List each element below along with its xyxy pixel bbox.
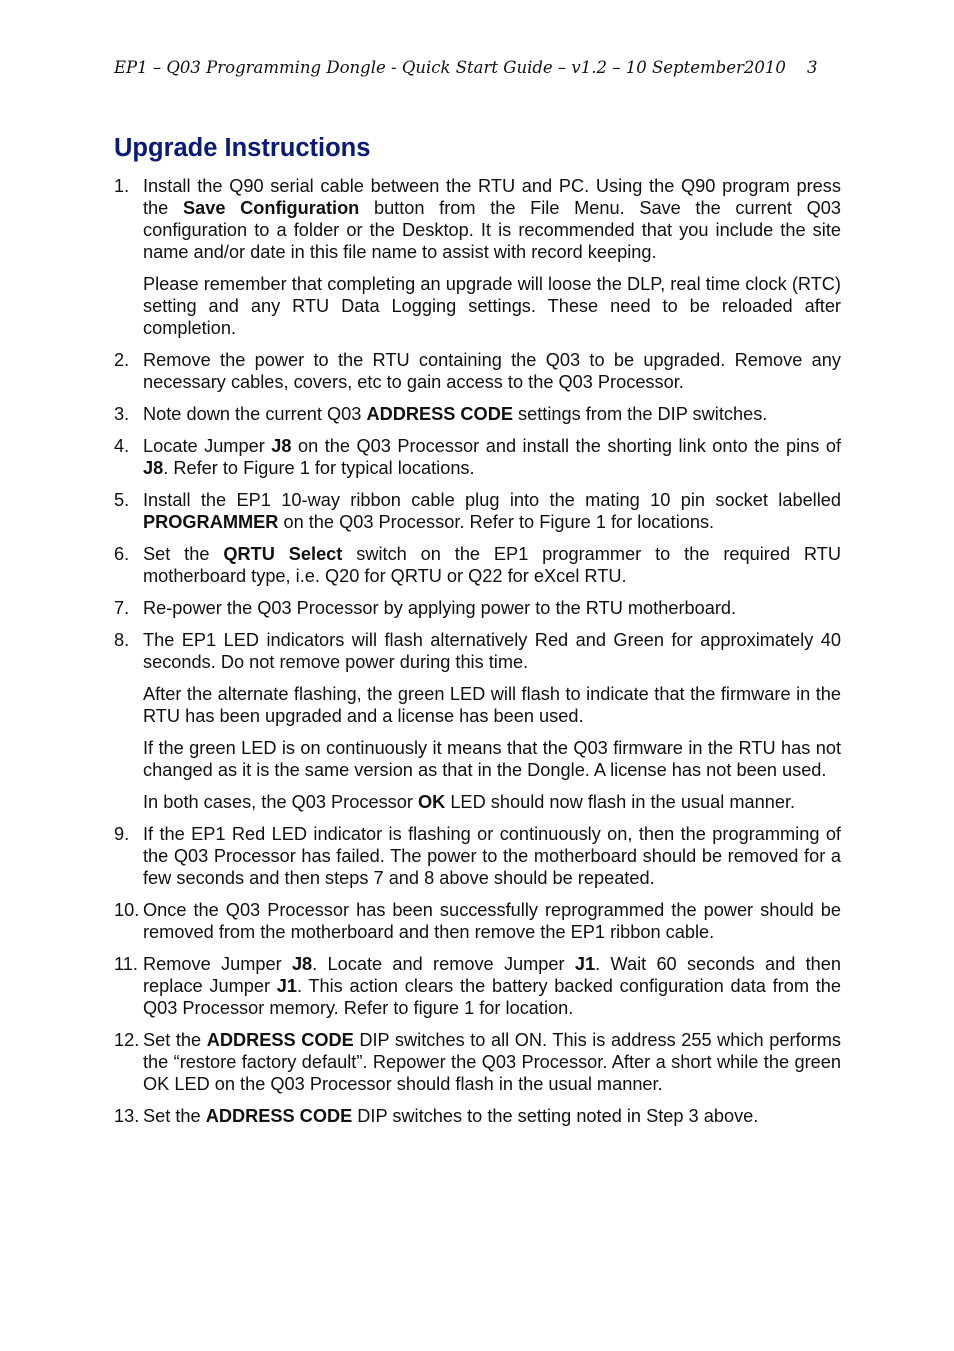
step-paragraph xyxy=(143,273,841,339)
text-run: . Locate and remove Jumper xyxy=(312,954,575,974)
step-paragraph xyxy=(143,1105,841,1127)
step-number: 10. xyxy=(114,900,140,920)
text-run: settings from the DIP switches. xyxy=(512,404,768,424)
step-number: 8. xyxy=(114,630,130,650)
list-item xyxy=(114,175,841,339)
text-run: Set the xyxy=(143,1030,207,1050)
list-item xyxy=(114,629,841,813)
list-item xyxy=(114,823,841,889)
text-run: Set the xyxy=(143,1106,206,1126)
step-number: 11. xyxy=(114,954,138,974)
text-run: The EP1 LED indicators will flash alternatively Red and Green for approximately 40 seconds. Do not remove power during this time. xyxy=(143,630,841,672)
list-item xyxy=(114,899,841,943)
text-run: . This action clears the battery backed configuration data from the Q03 Processor memory. Refer to figure 1 for location. xyxy=(143,976,841,1018)
section-title: Upgrade Instructions xyxy=(114,134,371,162)
list-item xyxy=(114,349,841,393)
step-number: 1. xyxy=(114,176,130,196)
text-run: Please remember that completing an upgrade will loose the DLP, real time clock (RTC) setting and any RTU Data Logging settings. These need to be reloaded after completion. xyxy=(143,274,841,338)
bold-term: ADDRESS CODE xyxy=(366,404,513,424)
step-paragraph xyxy=(143,597,841,619)
text-run: Once the Q03 Processor has been successfully reprogrammed the power should be removed from the motherboard and then remove the EP1 ribbon cable. xyxy=(143,900,841,942)
step-number: 6. xyxy=(114,544,130,564)
list-item xyxy=(114,543,841,587)
text-run: In both cases, the Q03 Processor xyxy=(143,792,418,812)
text-run: Remove the power to the RTU containing the Q03 to be upgraded. Remove any necessary cables, covers, etc to gain access to the Q03 Processor. xyxy=(143,350,841,392)
step-number: 12. xyxy=(114,1030,140,1050)
step-paragraph xyxy=(143,899,841,943)
page-number: 3 xyxy=(807,58,818,77)
text-run: Remove Jumper xyxy=(143,954,292,974)
text-run: DIP switches to the setting noted in Step 3 above. xyxy=(352,1106,759,1126)
bold-term: J8 xyxy=(291,954,313,974)
text-run: After the alternate flashing, the green LED will flash to indicate that the firmware in the RTU has been upgraded and a license has been used. xyxy=(143,684,841,726)
bold-term: QRTU Select xyxy=(223,544,343,564)
step-paragraph xyxy=(143,629,841,673)
bold-term: PROGRAMMER xyxy=(143,512,279,532)
step-paragraph xyxy=(143,403,841,425)
bold-term: ADDRESS CODE xyxy=(206,1030,354,1050)
step-paragraph xyxy=(143,175,841,263)
text-run: on the Q03 Processor. Refer to Figure 1 for locations. xyxy=(278,512,715,532)
text-run: If the green LED is on continuously it means that the Q03 firmware in the RTU has not changed as it is the same version as that in the Dongle. A license has not been used. xyxy=(143,738,841,780)
text-run: LED should now flash in the usual manner. xyxy=(445,792,796,812)
step-number: 9. xyxy=(114,824,130,844)
text-run: . Wait 60 seconds and then replace Jumper xyxy=(143,954,842,996)
header-title: EP1 – Q03 Programming Dongle - Quick Start Guide – v1.2 – 10 September2010 xyxy=(114,58,786,77)
text-run: Note down the current Q03 xyxy=(143,404,367,424)
text-run: Set the xyxy=(143,544,224,564)
step-paragraph xyxy=(143,737,841,781)
list-item xyxy=(114,435,841,479)
step-number: 13. xyxy=(114,1106,140,1126)
text-run: . Refer to Figure 1 for typical locations. xyxy=(163,458,475,478)
step-number: 5. xyxy=(114,490,130,510)
step-paragraph xyxy=(143,823,841,889)
step-number: 4. xyxy=(114,436,130,456)
text-run: on the Q03 Processor and install the shorting link onto the pins of xyxy=(291,436,841,456)
bold-term: J1 xyxy=(276,976,297,996)
bold-term: J8 xyxy=(271,436,292,456)
text-run: switch on the EP1 programmer to the required RTU motherboard type, i.e. Q20 for QRTU or Q22 for eXcel RTU. xyxy=(143,544,841,586)
upgrade-steps-list xyxy=(114,175,841,1137)
step-paragraph xyxy=(143,435,841,479)
text-run: DIP switches to all ON. This is address 255 which performs the “restore factory default”. Repower the Q03 Processor. After a short while the green OK LED on the Q03 Processor should flash in the usual manner. xyxy=(143,1030,841,1094)
text-run: If the EP1 Red LED indicator is flashing or continuously on, then the programming of the Q03 Processor has failed. The power to the motherboard should be removed for a few seconds and then steps 7 and 8 above should be repeated. xyxy=(143,824,841,888)
list-item xyxy=(114,1029,841,1095)
text-run: Locate Jumper xyxy=(143,436,272,456)
text-run: button from the File Menu. Save the current Q03 configuration to a folder or the Desktop. It is recommended that you include the site name and/or date in this file name to assist with record keeping. xyxy=(143,198,842,262)
list-item xyxy=(114,489,841,533)
list-item xyxy=(114,953,841,1019)
list-item xyxy=(114,1105,841,1127)
step-paragraph xyxy=(143,953,841,1019)
text-run: Install the Q90 serial cable between the RTU and PC. Using the Q90 program press the xyxy=(143,176,841,218)
text-run: Install the EP1 10-way ribbon cable plug into the mating 10 pin socket labelled xyxy=(143,490,841,510)
step-paragraph xyxy=(143,349,841,393)
step-paragraph xyxy=(143,683,841,727)
list-item xyxy=(114,597,841,619)
step-number: 3. xyxy=(114,404,130,424)
bold-term: J8 xyxy=(143,458,164,478)
step-number: 2. xyxy=(114,350,130,370)
step-number: 7. xyxy=(114,598,130,618)
bold-term: OK xyxy=(417,792,446,812)
text-run: Re-power the Q03 Processor by applying power to the RTU motherboard. xyxy=(143,598,737,618)
step-paragraph xyxy=(143,1029,841,1095)
bold-term: Save Configuration xyxy=(182,198,360,218)
bold-term: J1 xyxy=(574,954,596,974)
step-paragraph xyxy=(143,489,841,533)
step-paragraph xyxy=(143,543,841,587)
bold-term: ADDRESS CODE xyxy=(205,1106,353,1126)
list-item xyxy=(114,403,841,425)
step-paragraph xyxy=(143,791,841,813)
